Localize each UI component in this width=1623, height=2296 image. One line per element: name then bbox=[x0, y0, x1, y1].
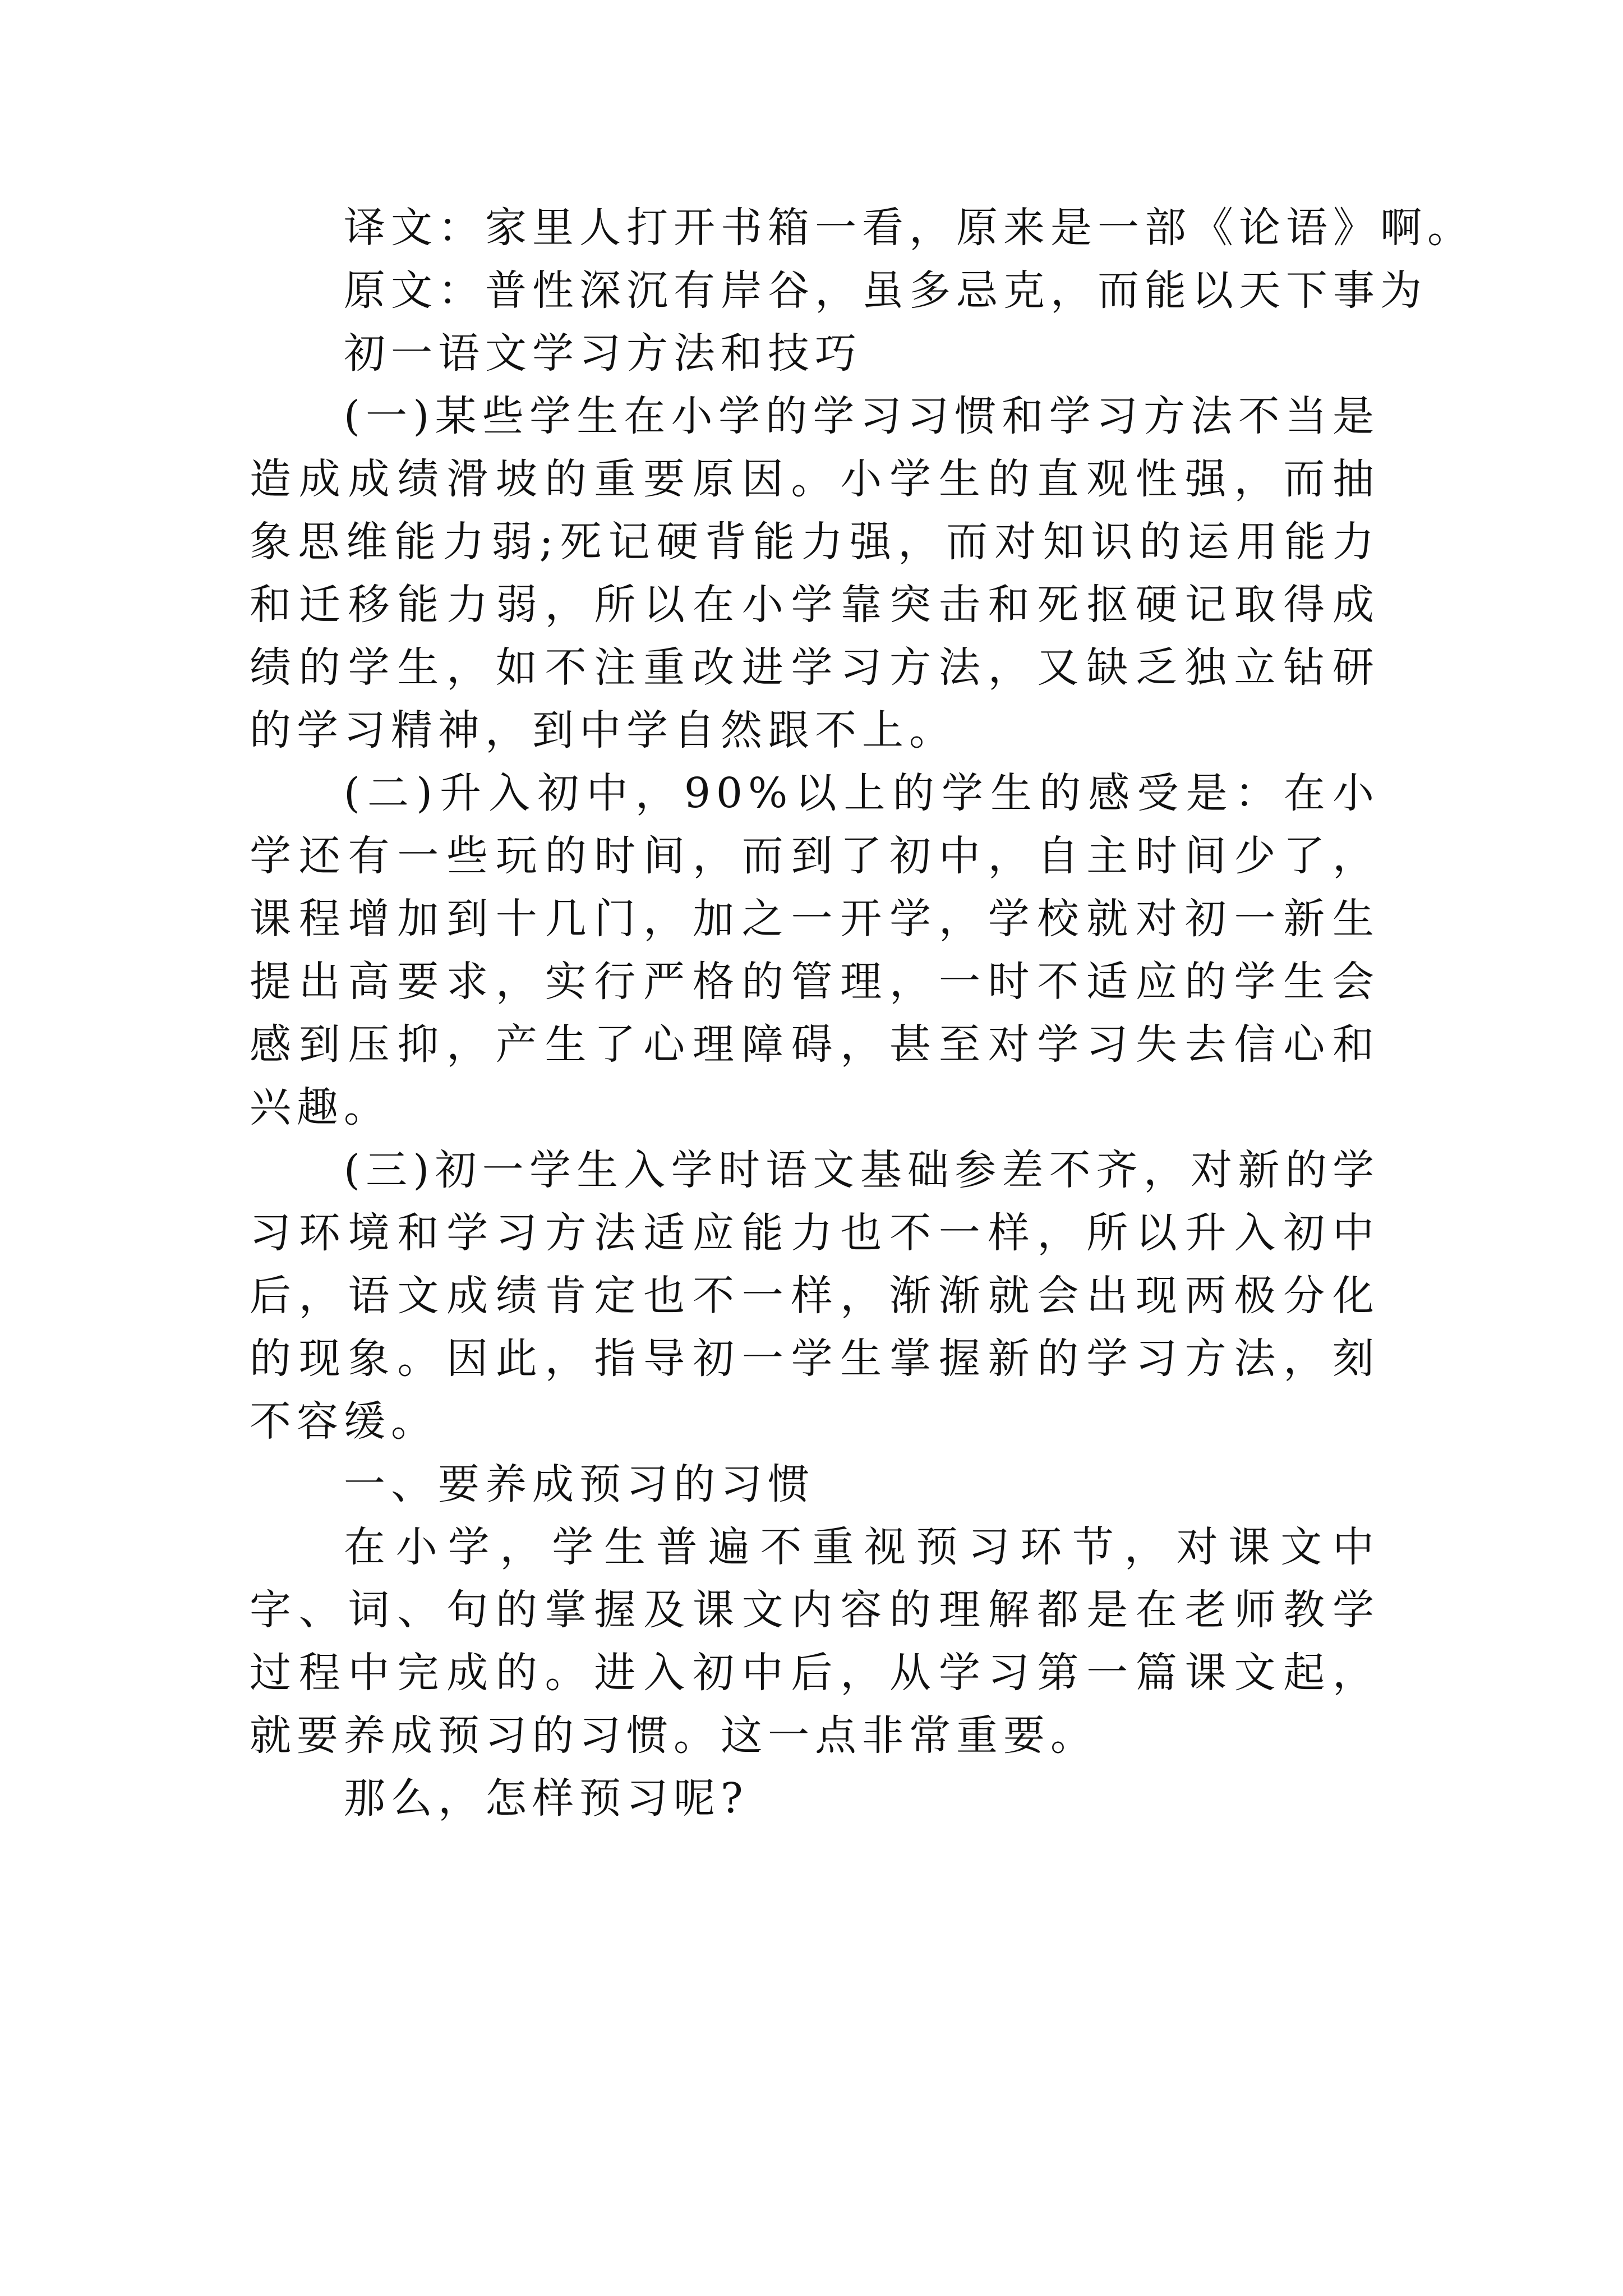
section-title: 初一语文学习方法和技巧 bbox=[344, 329, 862, 378]
document-body bbox=[250, 196, 1474, 1830]
question-line: 那么，怎样预习呢? bbox=[344, 1774, 749, 1823]
paragraph-three: (三)初一学生入学时语文基础参差不齐，对新的学习环境和学习方法适应能力也不一样，所以升入初中后，语文成绩肯定也不一样，渐渐就会出现两极分化的现象。因此，指导初一学生掌握新的学习方法，刻不容缓。 bbox=[250, 1146, 1380, 1446]
original-text-line: 原文：普性深沉有岸谷，虽多忌克，而能以天下事为 bbox=[344, 266, 1427, 315]
paragraph-preview: 在小学，学生普遍不重视预习环节，对课文中字、词、句的掌握及课文内容的理解都是在老师教学过程中完成的。进入初中后，从学习第一篇课文起，就要养成预习的习惯。这一点非常重要。 bbox=[250, 1523, 1380, 1760]
translation-line: 译文：家里人打开书箱一看，原来是一部《论语》啊。 bbox=[344, 204, 1474, 252]
subheading-preview-habit: 一、要养成预习的习惯 bbox=[344, 1460, 815, 1508]
paragraph-one: (一)某些学生在小学的学习习惯和学习方法不当是造成成绩滑坡的重要原因。小学生的直观性强，而抽象思维能力弱;死记硬背能力强，而对知识的运用能力和迁移能力弱，所以在小学靠突击和死抠硬记取得成绩的学生，如不注重改进学习方法，又缺乏独立钻研的学习精神，到中学自然跟不上。 bbox=[250, 392, 1380, 754]
paragraph-two: (二)升入初中，90%以上的学生的感受是：在小学还有一些玩的时间，而到了初中，自主时间少了，课程增加到十几门，加之一开学，学校就对初一新生提出高要求，实行严格的管理，一时不适应的学生会感到压抑，产生了心理障碍，甚至对学习失去信心和兴趣。 bbox=[250, 769, 1380, 1131]
